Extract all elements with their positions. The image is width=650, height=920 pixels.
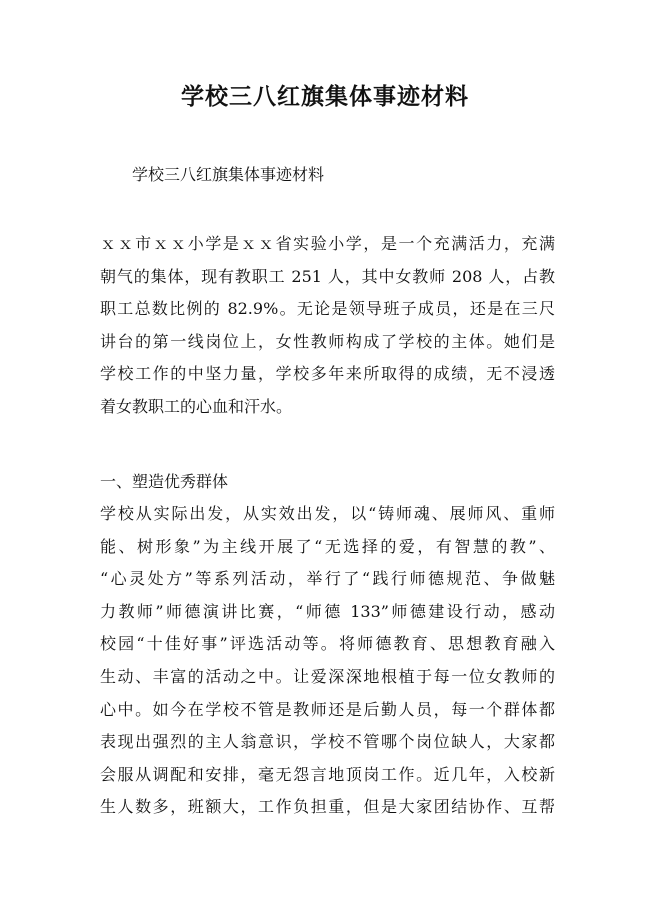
paragraph-line: 能、树形象”为主线开展了“无选择的爱，有智慧的教”、	[100, 536, 555, 556]
paragraph-line: 表现出强烈的主人翁意识，学校不管哪个岗位缺人，大家都	[100, 732, 555, 752]
paragraph-line: 职工总数比例的 82.9%。无论是领导班子成员，还是在三尺	[100, 299, 555, 319]
paragraph-section1	[100, 498, 555, 824]
paragraph-line: ｘｘ市ｘｘ小学是ｘｘ省实验小学，是一个充满活力，充满	[100, 234, 555, 253]
section-heading: 一、塑造优秀群体	[100, 472, 229, 491]
paragraph-line: 心中。如今在学校不管是教师还是后勤人员，每一个群体都	[100, 699, 555, 719]
paragraph-line: 着女教职工的心血和汗水。	[100, 396, 293, 416]
paragraph-line: 生人数多，班额大，工作负担重，但是大家团结协作、互帮	[100, 797, 555, 817]
paragraph-line: 力教师”师德演讲比赛，“师德 133”师德建设行动，感动	[100, 601, 555, 621]
paragraph-line: 校园“十佳好事”评选活动等。将师德教育、思想教育融入	[100, 634, 555, 654]
paragraph-line: 会服从调配和安排，毫无怨言地顶岗工作。近几年，入校新	[100, 764, 555, 784]
paragraph-intro	[100, 228, 555, 424]
paragraph-line: “心灵处方”等系列活动，举行了“践行师德规范、争做魅	[100, 569, 555, 589]
paragraph-line: 生动、丰富的活动之中。让爱深深地根植于每一位女教师的	[100, 666, 555, 686]
document-title: 学校三八红旗集体事迹材料	[181, 84, 469, 110]
paragraph-line: 学校从实际出发，从实效出发，以“铸师魂、展师风、重师	[100, 504, 555, 523]
document-subtitle: 学校三八红旗集体事迹材料	[132, 165, 325, 184]
paragraph-line: 朝气的集体，现有教职工 251 人，其中女教师 208 人，占教	[100, 266, 555, 286]
paragraph-line: 学校工作的中坚力量，学校多年来所取得的成绩，无不浸透	[100, 364, 555, 384]
paragraph-line: 讲台的第一线岗位上，女性教师构成了学校的主体。她们是	[100, 331, 555, 351]
